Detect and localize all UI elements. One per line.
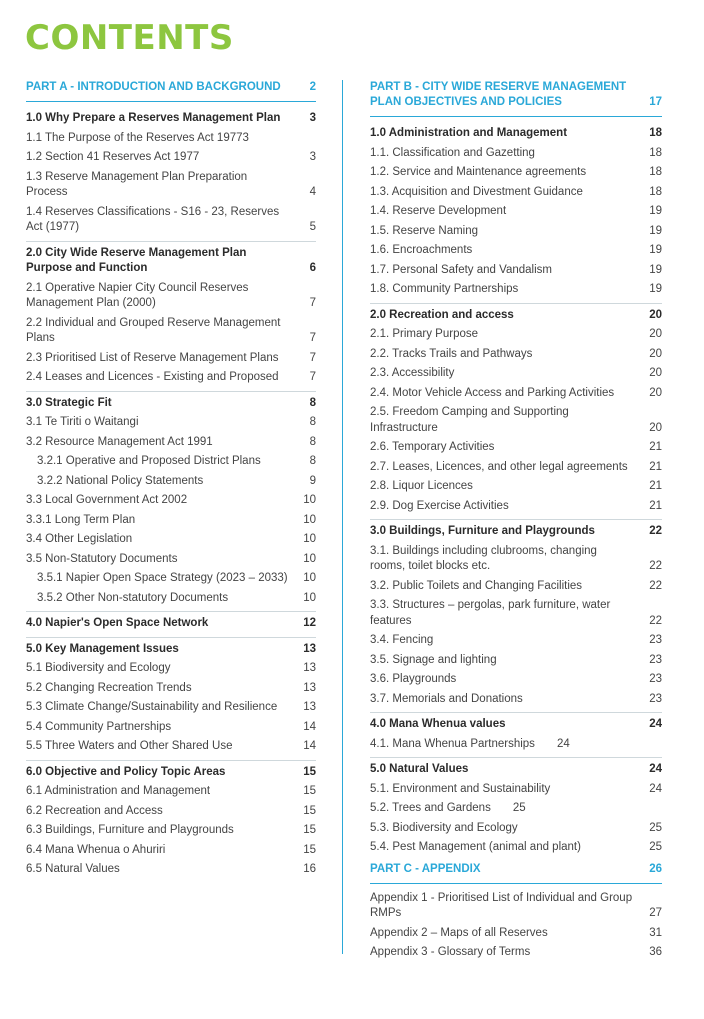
toc-entry-label: 2.0 Recreation and access (370, 308, 514, 321)
toc-entry-page: 22 (649, 560, 662, 572)
toc-entry[interactable] (26, 314, 316, 349)
toc-entry[interactable] (370, 438, 662, 458)
toc-entry-label: 3.2 Resource Management Act 1991 (26, 435, 213, 448)
toc-entry-label: 3.7. Memorials and Donations (370, 692, 523, 705)
toc-entry-page: 15 (303, 804, 316, 817)
toc-entry[interactable] (370, 819, 662, 839)
toc-entry-page: 19 (649, 205, 662, 217)
toc-entry[interactable] (26, 550, 316, 570)
toc-entry[interactable] (26, 368, 316, 388)
toc-entry-label: 6.2 Recreation and Access (26, 804, 163, 817)
toc-entry-page: 10 (303, 494, 316, 506)
toc-entry-page: 15 (303, 765, 316, 778)
toc-entry[interactable] (370, 183, 662, 203)
toc-entry-page: 8 (309, 435, 316, 448)
toc-entry-page: 20 (649, 386, 662, 399)
toc-entry[interactable] (26, 589, 316, 609)
toc-entry-page: 7 (309, 332, 316, 344)
toc-entry-label: 3.4 Other Legislation (26, 533, 133, 545)
toc-entry[interactable] (370, 325, 662, 345)
toc-entry-label: 3.4. Fencing (370, 634, 434, 646)
toc-entry-label: 2.5. Freedom Camping and Supporting Infrastructure (370, 406, 569, 434)
toc-entry-label: 3.6. Playgrounds (370, 673, 457, 685)
toc-entry-label: 2.9. Dog Exercise Activities (370, 499, 509, 512)
toc-entry-page: 8 (309, 455, 316, 467)
toc-entry-label: 4.1. Mana Whenua Partnerships (370, 737, 535, 750)
part-b-heading[interactable] (370, 80, 662, 117)
toc-entry[interactable] (26, 168, 316, 203)
toc-entry-label: 2.1 Operative Napier City Council Reserves Management Plan (2000) (26, 281, 249, 309)
toc-entry-page: 4 (309, 186, 316, 198)
toc-entry-page: 19 (649, 283, 662, 295)
toc-entry-page: 18 (649, 185, 662, 198)
toc-entry-label: 5.3 Climate Change/Sustainability and Resilience (26, 701, 278, 713)
toc-entry-page: 19 (649, 224, 662, 237)
toc-entry[interactable] (370, 280, 662, 300)
toc-entry-label: 2.2. Tracks Trails and Pathways (370, 347, 533, 360)
toc-entry[interactable] (370, 519, 662, 542)
toc-entry[interactable] (370, 780, 662, 800)
toc-entry[interactable] (370, 122, 662, 144)
toc-entry-label: 5.1 Biodiversity and Ecology (26, 662, 171, 674)
toc-entry-label: 2.0 City Wide Reserve Management Plan Purpose and Function (26, 246, 247, 274)
toc-entry-label: 1.4 Reserves Classifications - S16 - 23, Reserves Act (1977) (26, 205, 280, 233)
toc-entry[interactable] (26, 841, 316, 861)
toc-entry-label: 1.8. Community Partnerships (370, 283, 519, 295)
toc-entry-page: 20 (649, 421, 662, 434)
toc-entry-label: 5.4. Pest Management (animal and plant) (370, 841, 581, 853)
toc-entry-label: 4.0 Mana Whenua values (370, 718, 506, 730)
left-toc-list (26, 107, 316, 880)
toc-entry-label: 5.2. Trees and Gardens (370, 802, 491, 814)
toc-entry-page: 3 (309, 151, 316, 163)
toc-entry-page: 10 (303, 533, 316, 545)
toc-entry-page: 22 (649, 579, 662, 592)
toc-entry[interactable] (370, 838, 662, 858)
toc-entry-label: Appendix 2 – Maps of all Reserves (370, 926, 548, 939)
toc-entry[interactable] (26, 760, 316, 783)
toc-entry-page: 13 (303, 701, 316, 713)
toc-entry-page: 18 (649, 127, 662, 139)
toc-entry-label: Appendix 3 - Glossary of Terms (370, 946, 531, 958)
toc-entry-label: 1.0 Administration and Management (370, 127, 568, 139)
toc-entry[interactable] (370, 345, 662, 365)
toc-entry[interactable] (370, 303, 662, 326)
toc-entry-page: 20 (649, 367, 662, 379)
toc-entry-label: 6.0 Objective and Policy Topic Areas (26, 765, 226, 778)
toc-entry-page: 15 (303, 824, 316, 836)
toc-entry-page: 23 (649, 673, 662, 685)
toc-entry-label: 1.7. Personal Safety and Vandalism (370, 263, 552, 276)
toc-entry-label: 1.1. Classification and Gazetting (370, 146, 535, 159)
toc-entry[interactable] (26, 391, 316, 414)
toc-entry[interactable] (26, 279, 316, 314)
toc-entry-page: 21 (649, 499, 662, 512)
toc-entry-label: 1.3 Reserve Management Plan Preparation Process (26, 170, 248, 198)
toc-entry[interactable] (370, 163, 662, 183)
toc-entry[interactable] (370, 202, 662, 222)
right-toc-list (370, 122, 662, 858)
toc-entry[interactable] (370, 735, 662, 755)
toc-entry-page: 10 (303, 513, 316, 526)
toc-entry-page: 19 (649, 263, 662, 276)
part-a-page: 2 (309, 81, 316, 93)
toc-entry[interactable] (26, 148, 316, 168)
part-a-heading[interactable] (26, 80, 316, 102)
toc-entry-label: 2.8. Liquor Licences (370, 480, 473, 492)
toc-entry[interactable] (26, 679, 316, 699)
toc-entry-page: 13 (303, 681, 316, 694)
toc-entry[interactable] (370, 144, 662, 164)
toc-entry[interactable] (370, 364, 662, 384)
toc-entry-label: 3.5. Signage and lighting (370, 653, 497, 666)
toc-entry-label: 3.0 Buildings, Furniture and Playgrounds (370, 525, 595, 537)
toc-entry-label: 2.6. Temporary Activities (370, 441, 495, 453)
toc-entry[interactable] (26, 433, 316, 453)
toc-entry-page: 23 (649, 634, 662, 646)
toc-entry-page: 8 (309, 396, 316, 409)
toc-entry-page: 20 (649, 308, 662, 321)
toc-entry-page: 15 (303, 785, 316, 797)
toc-entry[interactable] (26, 452, 316, 472)
toc-entry-page: 20 (649, 347, 662, 360)
toc-entry[interactable] (370, 670, 662, 690)
toc-entry-label: 2.1. Primary Purpose (370, 328, 479, 340)
toc-entry[interactable] (370, 712, 662, 735)
toc-entry[interactable] (26, 821, 316, 841)
toc-entry[interactable] (370, 477, 662, 497)
column-divider (342, 80, 343, 954)
toc-entry[interactable] (26, 782, 316, 802)
toc-entry-label: 1.2 Section 41 Reserves Act 1977 (26, 151, 200, 163)
toc-entry-label: 1.1 The Purpose of the Reserves Act 19773 (26, 131, 249, 144)
toc-entry-label: 2.7. Leases, Licences, and other legal agreements (370, 460, 628, 473)
toc-entry[interactable] (26, 569, 316, 589)
part-c-heading[interactable] (370, 862, 662, 884)
toc-entry-label: 3.2.1 Operative and Proposed District Plans (37, 455, 261, 467)
toc-entry[interactable] (370, 222, 662, 242)
toc-entry-label: 2.4 Leases and Licences - Existing and Proposed (26, 371, 279, 383)
toc-entry[interactable] (26, 637, 316, 660)
toc-entry-page: 13 (303, 642, 316, 655)
toc-entry[interactable] (26, 659, 316, 679)
toc-entry-page: 10 (303, 591, 316, 604)
part-c-label: PART C - APPENDIX (370, 862, 481, 875)
toc-entry-page: 7 (309, 351, 316, 364)
toc-entry[interactable] (370, 631, 662, 651)
toc-entry-page: 21 (649, 441, 662, 453)
part-b-page: 17 (649, 96, 662, 108)
toc-entry-page: 24 (649, 782, 662, 795)
toc-entry-page: 14 (303, 720, 316, 733)
toc-entry-label: 3.1 Te Tiriti o Waitangi (26, 416, 139, 428)
toc-entry-page: 24 (649, 763, 662, 775)
toc-entry-label: 3.5.1 Napier Open Space Strategy (2023 – 2033) (37, 572, 288, 584)
toc-entry[interactable] (26, 491, 316, 511)
toc-entry-page: 22 (649, 614, 662, 627)
toc-entry[interactable] (370, 943, 662, 963)
toc-entry-label: 6.5 Natural Values (26, 863, 120, 875)
toc-entry-page: 22 (649, 525, 662, 537)
toc-entry-page: 27 (649, 907, 662, 919)
part-c-page: 26 (649, 862, 662, 875)
toc-entry-page: 6 (309, 262, 316, 274)
toc-entry[interactable] (370, 384, 662, 404)
toc-entry[interactable] (370, 542, 662, 577)
left-column (26, 80, 316, 880)
toc-entry-label: 1.6. Encroachments (370, 244, 473, 256)
toc-entry[interactable] (26, 241, 316, 279)
toc-entry-page: 7 (309, 371, 316, 383)
toc-entry-label: 3.1. Buildings including clubrooms, changing rooms, toilet blocks etc. (370, 544, 597, 572)
toc-entry-page: 25 (512, 802, 526, 814)
toc-entry[interactable] (26, 718, 316, 738)
toc-entry-page: 18 (649, 166, 662, 178)
toc-entry-label: 5.1. Environment and Sustainability (370, 782, 551, 795)
toc-entry-label: 3.3 Local Government Act 2002 (26, 494, 188, 506)
toc-entry-page: 3 (309, 112, 316, 124)
right-column (370, 80, 662, 963)
part-b-label: PART B - CITY WIDE RESERVE MANAGEMENT PLAN OBJECTIVES AND POLICIES (370, 81, 627, 108)
toc-entry-page: 12 (303, 617, 316, 629)
toc-entry-label: 3.3.1 Long Term Plan (26, 513, 136, 526)
toc-entry-label: 1.2. Service and Maintenance agreements (370, 166, 587, 178)
toc-entry-label: 3.3. Structures – pergolas, park furniture, water features (370, 599, 611, 627)
toc-entry-page: 24 (556, 737, 570, 750)
toc-entry-label: 1.4. Reserve Development (370, 205, 507, 217)
toc-entry[interactable] (26, 413, 316, 433)
toc-entry[interactable] (26, 698, 316, 718)
toc-entry-label: 6.3 Buildings, Furniture and Playgrounds (26, 824, 234, 836)
toc-entry-page: 23 (649, 692, 662, 705)
toc-entry-label: 3.2. Public Toilets and Changing Facilities (370, 579, 583, 592)
toc-entry-page: 14 (303, 740, 316, 752)
toc-entry[interactable] (26, 107, 316, 129)
toc-entry-page: 8 (309, 416, 316, 428)
toc-entry-label: 5.0 Key Management Issues (26, 642, 179, 655)
toc-entry-page: 31 (649, 926, 662, 939)
toc-entry-page: 7 (309, 297, 316, 309)
toc-entry-page: 19 (649, 244, 662, 256)
toc-entry-label: 3.5 Non-Statutory Documents (26, 552, 178, 565)
toc-entry-page: 23 (649, 653, 662, 666)
toc-entry-label: 1.5. Reserve Naming (370, 224, 479, 237)
toc-entry-label: 3.2.2 National Policy Statements (37, 474, 204, 487)
toc-entry[interactable] (370, 799, 662, 819)
toc-entry-page: 36 (649, 946, 662, 958)
toc-entry-page: 5 (309, 221, 316, 233)
toc-entry-label: 5.0 Natural Values (370, 763, 469, 775)
toc-entry-label: 1.0 Why Prepare a Reserves Management Plan (26, 112, 281, 124)
toc-entry[interactable] (370, 458, 662, 478)
toc-entry-label: 2.3. Accessibility (370, 367, 455, 379)
toc-entry[interactable] (26, 802, 316, 822)
toc-entry[interactable] (370, 757, 662, 780)
toc-entry-label: Appendix 1 - Prioritised List of Individual and Group RMPs (370, 891, 633, 919)
toc-entry[interactable] (370, 261, 662, 281)
toc-entry[interactable] (370, 403, 662, 438)
toc-entry[interactable] (26, 203, 316, 238)
toc-entry[interactable] (26, 611, 316, 634)
toc-entry[interactable] (370, 577, 662, 597)
toc-entry-label: 5.4 Community Partnerships (26, 720, 172, 733)
toc-entry[interactable] (370, 651, 662, 671)
toc-entry-label: 2.2 Individual and Grouped Reserve Management Plans (26, 316, 281, 344)
toc-entry-page: 13 (303, 662, 316, 674)
appendix-toc-list (370, 889, 662, 963)
toc-entry-label: 2.4. Motor Vehicle Access and Parking Activities (370, 386, 615, 399)
toc-entry[interactable] (370, 924, 662, 944)
toc-entry-label: 4.0 Napier's Open Space Network (26, 617, 209, 629)
toc-entry-page: 21 (649, 460, 662, 473)
toc-entry[interactable] (26, 511, 316, 531)
page-title: CONTENTS (25, 18, 234, 58)
toc-entry-page: 24 (649, 718, 662, 730)
toc-entry[interactable] (370, 596, 662, 631)
toc-entry[interactable] (26, 472, 316, 492)
toc-entry-label: 2.3 Prioritised List of Reserve Management Plans (26, 351, 279, 364)
toc-entry-page: 16 (303, 863, 316, 875)
toc-entry[interactable] (26, 860, 316, 880)
toc-entry-label: 5.2 Changing Recreation Trends (26, 681, 192, 694)
toc-entry[interactable] (370, 889, 662, 924)
toc-entry[interactable] (26, 349, 316, 369)
toc-entry-label: 5.3. Biodiversity and Ecology (370, 821, 518, 834)
toc-entry[interactable] (370, 497, 662, 517)
toc-entry-page: 10 (303, 572, 316, 584)
toc-entry-label: 3.5.2 Other Non-statutory Documents (37, 591, 229, 604)
toc-entry[interactable] (26, 129, 316, 149)
toc-entry[interactable] (26, 530, 316, 550)
toc-entry-label: 6.1 Administration and Management (26, 785, 211, 797)
toc-entry-label: 3.0 Strategic Fit (26, 396, 112, 409)
toc-entry-label: 1.3. Acquisition and Divestment Guidance (370, 185, 583, 198)
toc-entry[interactable] (370, 690, 662, 710)
toc-entry[interactable] (370, 241, 662, 261)
part-a-label: PART A - INTRODUCTION AND BACKGROUND (26, 81, 281, 93)
toc-entry[interactable] (26, 737, 316, 757)
toc-entry-label: 5.5 Three Waters and Other Shared Use (26, 740, 233, 752)
toc-entry-page: 25 (649, 821, 662, 834)
toc-entry-page: 20 (649, 328, 662, 340)
toc-entry-page: 15 (303, 843, 316, 856)
toc-entry-page: 18 (649, 146, 662, 159)
toc-entry-page: 21 (649, 480, 662, 492)
toc-entry-page: 9 (309, 474, 316, 487)
toc-entry-label: 6.4 Mana Whenua o Ahuriri (26, 843, 166, 856)
toc-entry-page: 25 (649, 841, 662, 853)
toc-entry-page: 10 (303, 552, 316, 565)
